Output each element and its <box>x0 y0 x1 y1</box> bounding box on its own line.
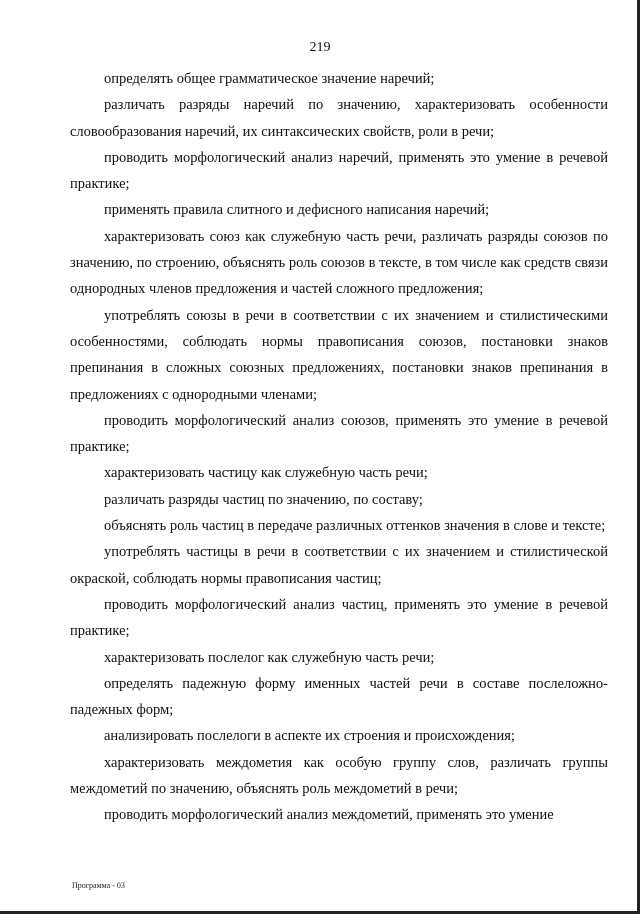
paragraph: проводить морфологический анализ наречий, применять это умение в речевой практике; <box>70 149 608 193</box>
paragraph: проводить морфологический анализ союзов, применять это умение в речевой практике; <box>70 412 608 456</box>
paragraph: проводить морфологический анализ частиц, применять это умение в речевой практике; <box>70 596 608 640</box>
paragraph: определять общее грамматическое значение наречий; <box>104 71 435 87</box>
paragraph: объяснять роль частиц в передаче различных оттенков значения в слове и тексте; <box>104 518 606 535</box>
paragraph: различать разряды частиц по значению, по составу; <box>104 491 423 508</box>
paragraph: характеризовать междометия как особую группу слов, различать группы междометий по значению, объяснять роль междометий в речи; <box>70 754 608 798</box>
paragraph: характеризовать частицу как служебную часть речи; <box>104 465 428 482</box>
paragraph: определять падежную форму именных частей речи в составе послеложно-падежных форм; <box>70 675 608 719</box>
paragraph: характеризовать союз как служебную часть речи, различать разряды союзов по значению, по строению, объяснять роль союзов в тексте, в том числе как средств связи однородных членов предложения и частей сложного предложения; <box>70 228 608 298</box>
paragraph: различать разряды наречий по значению, характеризовать особенности словообразования наречий, их синтаксических свойств, роли в речи; <box>70 97 608 140</box>
paragraph: проводить морфологический анализ междометий, применять это умение <box>104 807 554 824</box>
page-content <box>70 66 608 829</box>
paragraph: употреблять союзы в речи в соответствии с их значением и стилистическими особенностями, соблюдать нормы правописания союзов, постановки знаков препинания в сложных союзных предложениях, постановки знаков препинания в предложениях с однородными членами; <box>70 307 608 403</box>
paragraph: употреблять частицы в речи в соответствии с их значением и стилистической окраской, соблюдать нормы правописания частиц; <box>70 544 608 587</box>
footer-program-label: Программа - 03 <box>72 881 125 890</box>
paragraph: применять правила слитного и дефисного написания наречий; <box>104 202 490 219</box>
page-number: 219 <box>309 40 331 55</box>
paragraph: анализировать послелоги в аспекте их строения и происхождения; <box>104 728 515 745</box>
paragraph: характеризовать послелог как служебную часть речи; <box>104 649 435 666</box>
